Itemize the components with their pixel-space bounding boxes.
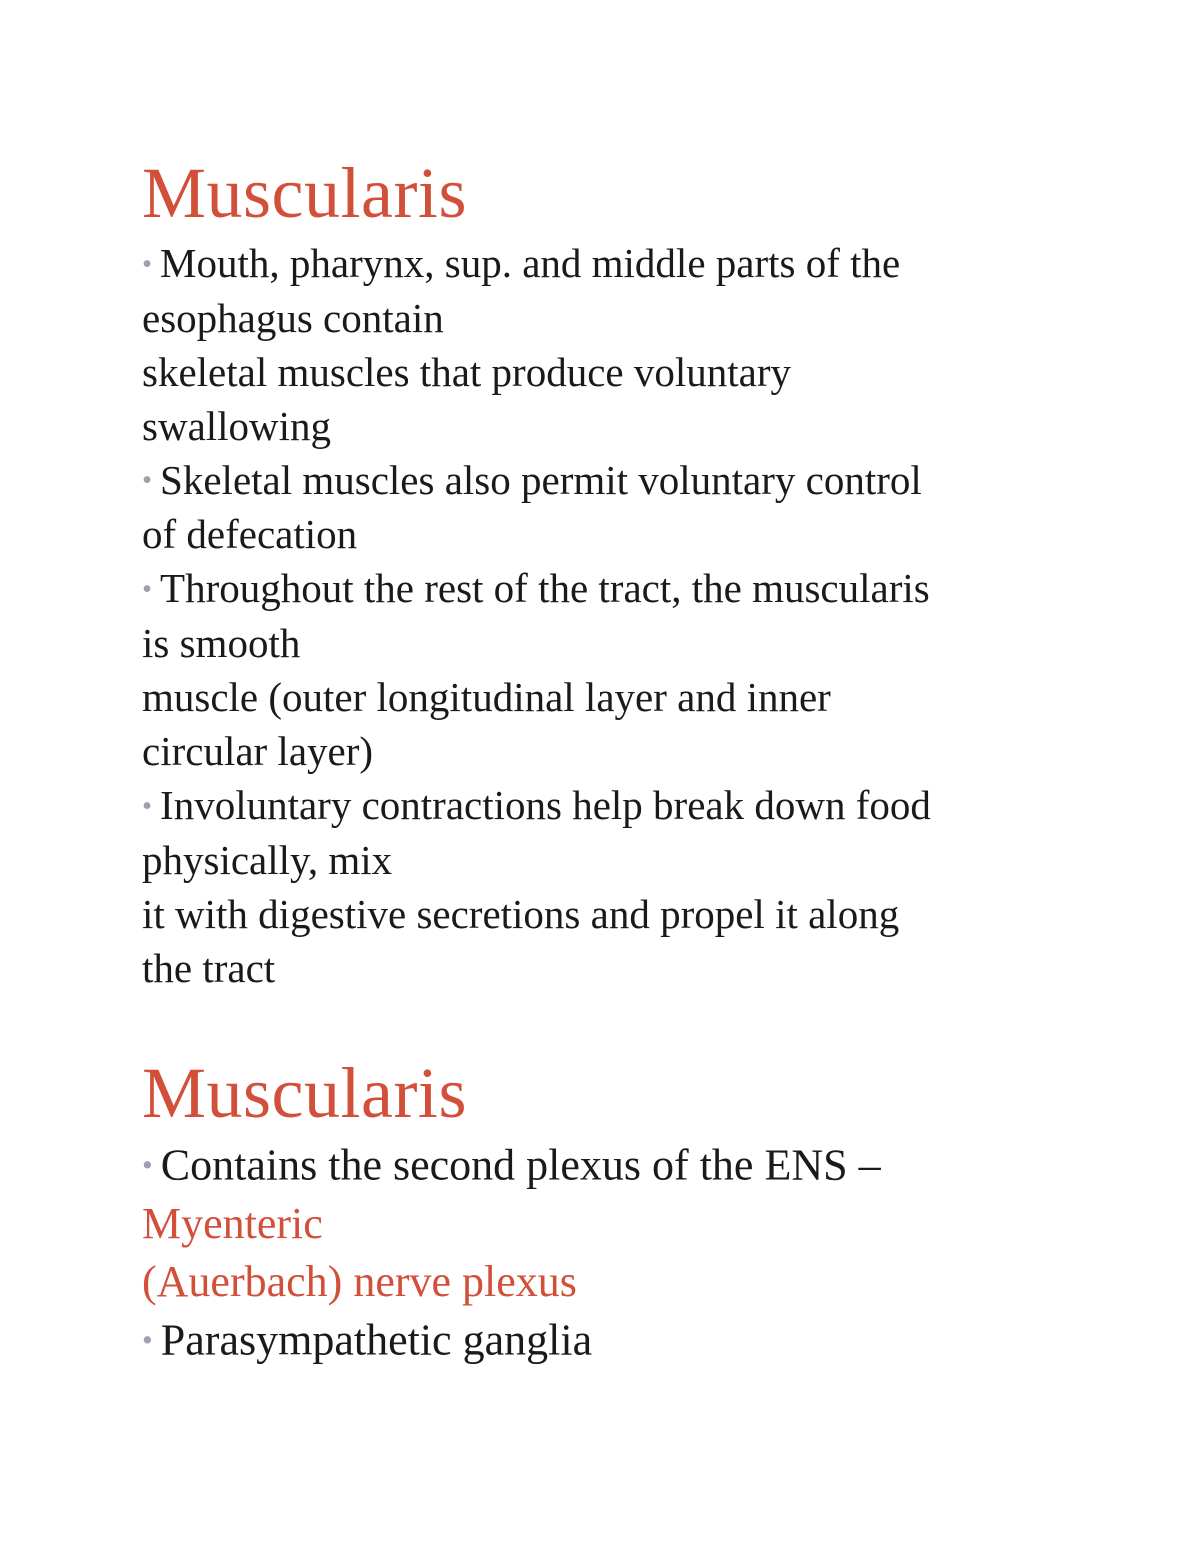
text-line: skeletal muscles that produce voluntary	[142, 348, 791, 395]
text-line: • Throughout the rest of the tract, the muscularis	[142, 565, 930, 612]
section-body	[142, 1136, 1142, 1369]
text-line: is smooth	[142, 620, 301, 667]
highlighted-term: (Auerbach) nerve plexus	[142, 1256, 577, 1306]
bullet-icon: •	[142, 247, 153, 280]
text-line: the tract	[142, 944, 276, 991]
text-line: circular layer)	[142, 728, 374, 775]
text-line: it with digestive secretions and propel it along	[142, 890, 900, 937]
text-line: • Skeletal muscles also permit voluntary control	[142, 456, 922, 503]
text-line: • Parasympathetic ganglia	[142, 1315, 593, 1365]
bullet-icon: •	[142, 1148, 153, 1182]
text-line: muscle (outer longitudinal layer and inner	[142, 674, 831, 721]
text-line: of defecation	[142, 511, 358, 558]
section-heading: Muscularis	[142, 1053, 467, 1133]
section-muscularis-1	[142, 150, 1142, 995]
section-body	[142, 236, 1142, 995]
text-line: • Contains the second plexus of the ENS –	[142, 1140, 881, 1190]
highlighted-term: Myenteric	[142, 1198, 323, 1248]
bullet-icon: •	[142, 573, 153, 606]
text-line: • Involuntary contractions help break down food	[142, 782, 931, 829]
bullet-icon: •	[142, 464, 153, 497]
bullet-icon: •	[142, 1322, 153, 1357]
text-line: physically, mix	[142, 836, 393, 883]
text-line: esophagus contain	[142, 294, 444, 341]
section-muscularis-2	[142, 1050, 1142, 1369]
text-line: • Mouth, pharynx, sup. and middle parts of the	[142, 240, 901, 286]
bullet-icon: •	[142, 789, 153, 822]
text-line: swallowing	[142, 402, 332, 449]
section-heading: Muscularis	[142, 153, 467, 233]
